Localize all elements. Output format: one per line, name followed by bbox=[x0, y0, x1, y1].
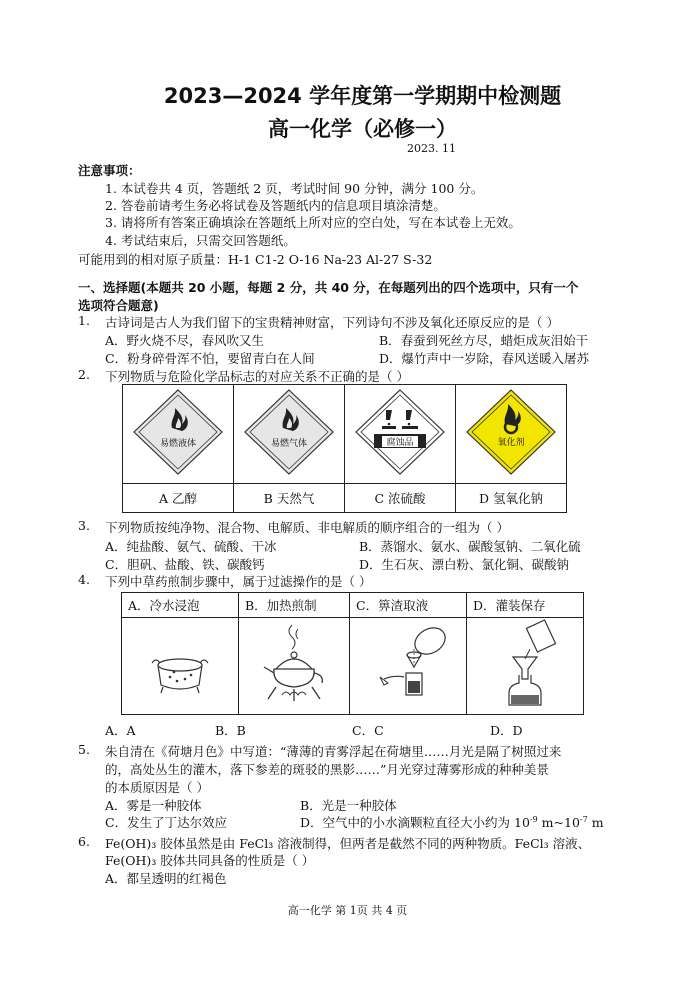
exam-title: 2023—2024 学年度第一学期期中检测题 bbox=[163, 84, 562, 108]
bottling-icon bbox=[475, 619, 575, 709]
q1-stem: 古诗词是古人为我们留下的宝贵精神财富，下列诗句不涉及氧化还原反应的是（ ） bbox=[105, 315, 559, 330]
q5-line3: 的本质原因是（ ） bbox=[105, 780, 209, 795]
q3-option-d: D．生石灰、漂白粉、氯化铜、碳酸钠 bbox=[359, 557, 570, 572]
q3-option-c: C．胆矾、盐酸、铁、碳酸钙 bbox=[105, 557, 265, 572]
straining-icon bbox=[358, 619, 458, 709]
q4-stem: 下列中草药煎制步骤中，属于过滤操作的是（ ） bbox=[105, 574, 372, 589]
notice-item-2: 2. 答卷前请考生务必将试卷及答题纸内的信息项目填涂清楚。 bbox=[105, 198, 446, 213]
hazard-cell-d bbox=[456, 385, 567, 484]
oxidizer-sign-icon bbox=[463, 386, 559, 478]
q5-d-mid: m~10 bbox=[537, 815, 580, 830]
step-b-picture bbox=[239, 618, 350, 715]
sign-label-b: 易燃气体 bbox=[270, 439, 308, 449]
q1-option-d: D．爆竹声中一岁除，春风送暖入屠苏 bbox=[379, 351, 590, 366]
q3-option-b: B．蒸馏水、氨水、碳酸氢钠、二氧化硫 bbox=[359, 539, 581, 554]
sign-label-a: 易燃液体 bbox=[159, 439, 197, 449]
hazard-cell-a bbox=[123, 385, 234, 484]
sign-label-c: 腐蚀品 bbox=[386, 438, 414, 448]
soaking-pot-icon bbox=[130, 619, 230, 709]
step-a-label: A．冷水浸泡 bbox=[122, 593, 239, 618]
q5-option-b: B．光是一种胶体 bbox=[300, 798, 397, 813]
q5-d-prefix: D．空气中的小水滴颗粒直径大小约为 10 bbox=[300, 815, 530, 830]
q6-line1: Fe(OH)₃ 胶体虽然是由 FeCl₃ 溶液制得，但两者是截然不同的两种物质。FeCl₃ 溶液、 bbox=[105, 836, 591, 851]
notice-heading: 注意事项： bbox=[78, 163, 141, 178]
sign-label-d: 氧化剂 bbox=[497, 438, 525, 448]
hazard-option-d: D 氢氧化钠 bbox=[456, 484, 567, 513]
q5-line2: 的，高处丛生的灌木，落下参差的斑驳的黑影……”月光穿过薄雾形成的种种美景 bbox=[105, 762, 549, 777]
q6-option-a: A．都呈透明的红褐色 bbox=[105, 871, 227, 886]
q4-option-b: B．B bbox=[215, 723, 246, 738]
q5-d-suffix: m bbox=[587, 815, 604, 830]
q2-stem: 下列物质与危险化学品标志的对应关系不正确的是（ ） bbox=[105, 369, 409, 384]
notice-item-1: 1. 本试卷共 4 页，答题纸 2 页，考试时间 90 分钟，满分 100 分。 bbox=[105, 181, 484, 196]
step-a-picture bbox=[122, 618, 239, 715]
flammable-gas-sign-icon bbox=[241, 386, 337, 478]
hazard-option-c: C 浓硫酸 bbox=[345, 484, 456, 513]
q4-number: 4. bbox=[78, 572, 90, 587]
section-heading-line2: 选项符合题意) bbox=[78, 298, 159, 313]
corrosive-sign-icon bbox=[352, 386, 448, 478]
q3-number: 3. bbox=[78, 518, 90, 533]
page-footer: 高一化学 第 1页 共 4 页 bbox=[287, 904, 408, 917]
q5-d-exp2: -7 bbox=[579, 814, 588, 824]
exam-subject: 高一化学（必修一） bbox=[268, 117, 457, 141]
hazard-option-a: A 乙醇 bbox=[123, 484, 234, 513]
step-d-label: D．灌装保存 bbox=[467, 593, 584, 618]
atomic-masses: 可能用到的相对原子质量：H-1 C1-2 O-16 Na-23 Al-27 S-32 bbox=[78, 252, 433, 267]
q4-option-a: A．A bbox=[105, 723, 136, 738]
q1-option-b: B．春蚕到死丝方尽，蜡炬成灰泪始干 bbox=[379, 333, 589, 348]
step-d-picture bbox=[467, 618, 584, 715]
hazard-table bbox=[122, 384, 567, 513]
q5-number: 5. bbox=[78, 742, 90, 757]
notice-item-4: 4. 考试结束后，只需交回答题纸。 bbox=[105, 233, 296, 248]
step-c-label: C．箅渣取液 bbox=[350, 593, 467, 618]
q6-line2: Fe(OH)₃ 胶体共同具备的性质是（ ） bbox=[105, 853, 315, 868]
q1-option-c: C．粉身碎骨浑不怕，要留青白在人间 bbox=[105, 351, 315, 366]
q2-number: 2. bbox=[78, 367, 90, 382]
q5-d-exp1: -9 bbox=[529, 814, 538, 824]
q1-number: 1. bbox=[78, 313, 90, 328]
step-b-label: B．加热煎制 bbox=[239, 593, 350, 618]
flammable-liquid-sign-icon bbox=[130, 386, 226, 478]
q1-option-a: A．野火烧不尽，春风吹又生 bbox=[105, 333, 265, 348]
exam-date: 2023. 11 bbox=[407, 142, 456, 155]
q3-stem: 下列物质按纯净物、混合物、电解质、非电解质的顺序组合的一组为（ ） bbox=[105, 520, 509, 535]
q5-option-a: A．雾是一种胶体 bbox=[105, 798, 202, 813]
herb-steps-table bbox=[121, 592, 584, 715]
notice-item-3: 3. 请将所有答案正确填涂在答题纸上所对应的空白处，写在本试卷上无效。 bbox=[105, 215, 521, 230]
q4-option-c: C．C bbox=[352, 723, 384, 738]
q5-option-c: C．发生了丁达尔效应 bbox=[105, 815, 228, 830]
hazard-cell-b bbox=[234, 385, 345, 484]
decoction-pot-icon bbox=[244, 619, 344, 709]
q6-number: 6. bbox=[78, 834, 90, 849]
q5-line1: 朱自清在《荷塘月色》中写道：“薄薄的青雾浮起在荷塘里……月光是隔了树照过来 bbox=[105, 744, 562, 759]
step-c-picture bbox=[350, 618, 467, 715]
q4-option-d: D．D bbox=[490, 723, 523, 738]
q5-option-d bbox=[300, 813, 604, 831]
hazard-option-b: B 天然气 bbox=[234, 484, 345, 513]
q3-option-a: A．纯盐酸、氨气、硫酸、干冰 bbox=[105, 539, 277, 554]
hazard-cell-c bbox=[345, 385, 456, 484]
section-heading-line1: 一、选择题(本题共 20 小题，每题 2 分，共 40 分，在每题列出的四个选项中，只有一个 bbox=[78, 280, 579, 295]
